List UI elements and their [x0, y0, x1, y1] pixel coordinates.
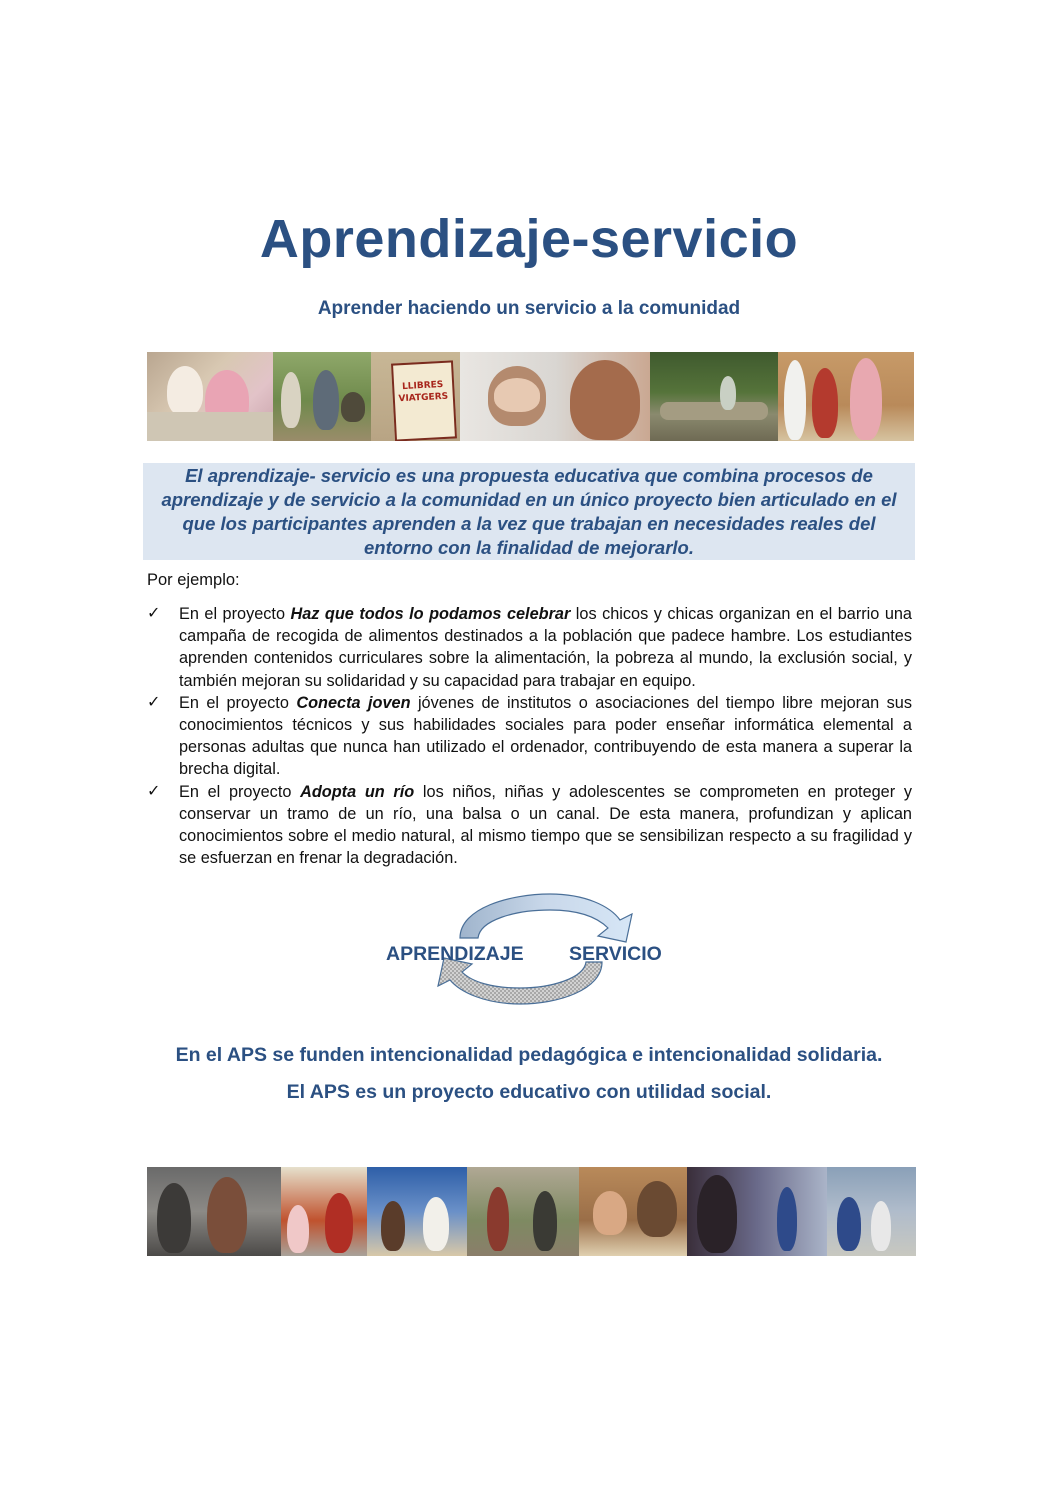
definition-line: que los participantes aprenden a la vez que trabajan en necesidades reales del	[182, 513, 876, 534]
closing-statement-1: En el APS se funden intencionalidad pedagógica e intencionalidad solidaria.	[175, 1044, 883, 1066]
top-cycle-arrow	[460, 894, 632, 942]
photo-camera-filming	[687, 1167, 827, 1256]
list-item	[147, 692, 912, 781]
bottom-photo-strip	[147, 1167, 916, 1256]
example-text: jóvenes de institutos o asociaciones del tiempo libre mejoran sus conocimientos técnicos y sus habilidades sociales para poder enseñar informática elemental a personas adultas que nunca han utilizado el ordenador, contribuyendo de esta manera a superar la brecha digital.	[179, 693, 912, 779]
cycle-label-servicio: SERVICIO	[569, 943, 662, 965]
definition-line: El aprendizaje- servicio es una propuesta educativa que combina procesos de	[185, 465, 873, 486]
photo-llibres-viatgers-sign	[371, 352, 460, 441]
photo-river-cleanup	[827, 1167, 916, 1256]
top-photo-strip	[147, 352, 914, 441]
checkmark-icon: ✓	[147, 782, 161, 800]
photo-group-meeting	[147, 1167, 281, 1256]
photo-gym-assistance	[778, 352, 914, 441]
cycle-label-aprendizaje: APRENDIZAJE	[386, 943, 524, 965]
example-text: los niños, niñas y adolescentes se comprometen en proteger y conservar un tramo de un río, una balsa o un canal. De esta manera, profundizan y aplican conocimientos sobre el medio natural, al mismo tiempo que se sensibilizan respecto a su fragilidad y se esfuerzan en frenar la degradación.	[179, 782, 912, 868]
project-name: Adopta un río	[300, 782, 415, 801]
example-text: los chicos y chicas organizan en el barrio una campaña de recogida de alimentos destinados a la población que padece hambre. Los estudiantes aprenden contenidos curriculares sobre la alimentación, la pobreza al mundo, la exclusión social, y también mejoran su solidaridad y su capacidad para trabajar en equipo.	[179, 605, 912, 690]
definition-line: entorno con la finalidad de mejorarlo.	[364, 537, 694, 558]
project-name: Haz que todos lo podamos celebrar	[290, 605, 571, 623]
photo-river-stream	[650, 352, 778, 441]
photo-child-reading	[579, 1167, 687, 1256]
definition-line: aprendizaje y de servicio a la comunidad en un único proyecto bien articulado en el	[161, 489, 897, 510]
checkmark-icon: ✓	[147, 605, 161, 622]
example-lead: En el proyecto	[179, 693, 297, 712]
example-lead: En el proyecto	[179, 782, 301, 801]
examples-intro: Por ejemplo:	[147, 571, 240, 589]
photo-street-volunteers	[467, 1167, 579, 1256]
photo-outdoor-group	[273, 352, 371, 441]
examples-list	[147, 603, 912, 869]
page-subtitle: Aprender haciendo un servicio a la comunidad	[317, 298, 741, 319]
definition-box	[143, 463, 915, 560]
list-item	[147, 603, 912, 692]
page-title: Aprendizaje-servicio	[259, 209, 799, 269]
photo-kids-classroom	[367, 1167, 467, 1256]
photo-children-poster	[281, 1167, 367, 1256]
list-item	[147, 781, 912, 870]
photo-computer-class	[460, 352, 650, 441]
project-name: Conecta joven	[296, 693, 411, 712]
photo-girls-studying	[147, 352, 273, 441]
example-lead: En el proyecto	[179, 605, 291, 623]
checkmark-icon: ✓	[147, 693, 161, 711]
sign-text: LLIBRES VIATGERS	[398, 379, 449, 405]
closing-statement-2: El APS es un proyecto educativo con utilidad social.	[286, 1081, 772, 1103]
